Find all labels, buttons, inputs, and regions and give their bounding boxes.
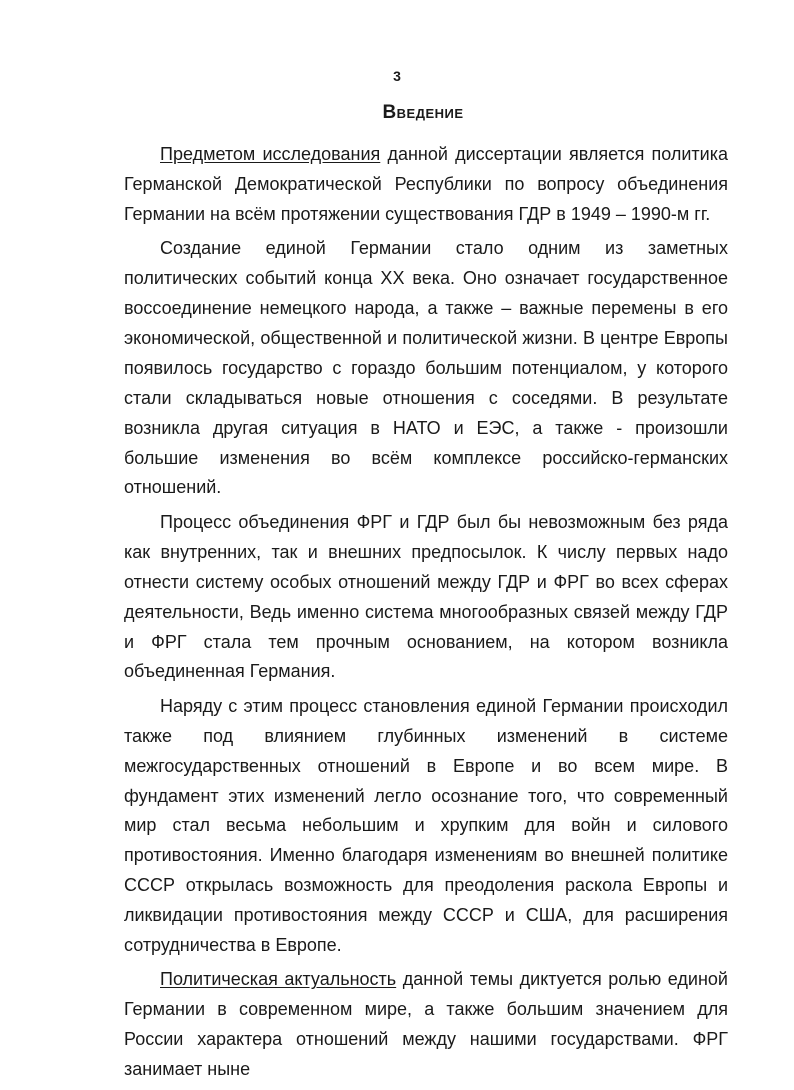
paragraph-international: Наряду с этим процесс становления единой Германии происходил также под влиянием глубинных изменений в системе межгосударственных отношений в Европе и во всем мире. В фундамент этих изменений легло осознание того, что современный мир стал весьма небольшим и хрупким для войн и силового противостояния. Именно благодаря изменениям во внешней политике СССР открылась возможность для преодоления раскола Европы и ликвидации противостояния между СССР и США, для расширения сотрудничества в Европе. xyxy=(124,695,728,956)
paragraph-text: данной темы диктуется ролью единой Германии в современном мире, а также большим значением для России характера отношений между нашими государствами. ФРГ занимает ныне xyxy=(124,969,728,1080)
paragraph-subject xyxy=(124,140,728,230)
page-number: 3 xyxy=(393,68,401,84)
paragraph-prerequisites: Процесс объединения ФРГ и ГДР был бы невозможным без ряда как внутренних, так и внешних предпосылок. К числу первых надо отнести систему особых отношений между ГДР и ФРГ во всех сферах деятельности, Ведь именно система многообразных связей между ГДР и ФРГ стала тем прочным основанием, на котором возникла объединенная Германия. xyxy=(124,511,728,682)
paragraph-relevance xyxy=(124,965,728,1085)
paragraph-text: данной диссертации является политика Германской Демократической Республики по вопросу объединения Германии на всём протяжении существования ГДР в 1949 – 1990-м гг. xyxy=(124,144,728,224)
underlined-term: Политическая актуальность xyxy=(160,969,397,990)
underlined-term: Предметом исследования xyxy=(160,144,381,164)
paragraph-unification: Создание единой Германии стало одним из заметных политических событий конца XX века. Оно означает государственное воссоединение немецкого народа, а также – важные перемены в его экономической, общественной и политической жизни. В центре Европы появилось государство с гораздо большим потенциалом, у которого стали складываться новые отношения с соседями. В результате возникла другая ситуация в НАТО и ЕЭС, а также - произошли большие изменения во всём комплексе российско-германских отношений. xyxy=(124,238,728,498)
body-text xyxy=(124,140,728,1090)
page-title: Введение xyxy=(382,102,464,123)
